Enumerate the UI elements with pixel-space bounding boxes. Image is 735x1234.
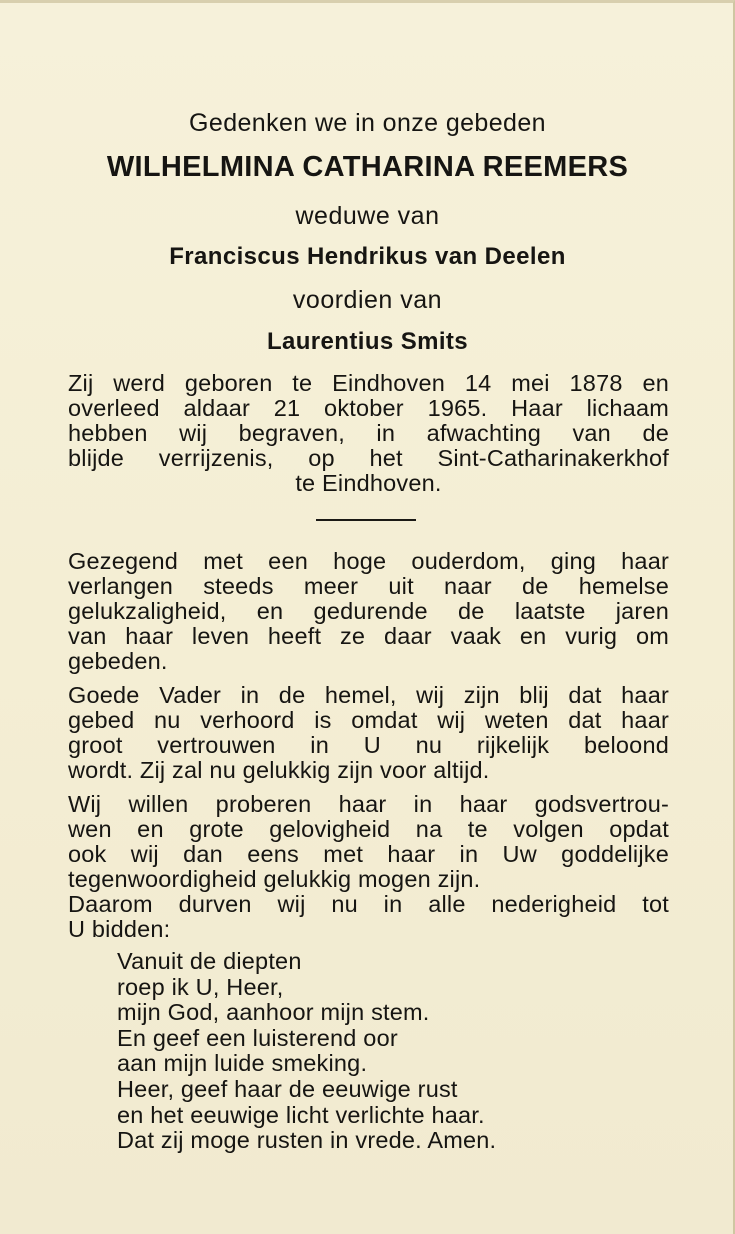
paragraph-line: Wij willen proberen haar in haar godsvertrou- (68, 791, 669, 817)
biography-line: Zij werd geboren te Eindhoven 14 mei 1878 en (68, 370, 669, 396)
prayer-text (117, 949, 496, 1154)
paragraph-line: verlangen steeds meer uit naar de hemelse (68, 573, 669, 599)
spouse-second-name: Laurentius Smits (266, 328, 469, 355)
prayer-line: roep ik U, Heer, (117, 973, 284, 1000)
biography-line: overleed aldaar 21 oktober 1965. Haar lichaam (68, 395, 669, 421)
paragraph-line: wen en grote gelovigheid na te volgen opdat (68, 816, 669, 842)
paragraph-line: ook wij dan eens met haar in Uw goddelijke (68, 841, 669, 867)
prayer-line: aan mijn luide smeking. (117, 1050, 368, 1077)
paragraph-line: gelukzaligheid, en gedurende de laatste jaren (68, 598, 669, 624)
paragraph-line: Daarom durven wij nu in alle nederigheid tot (68, 891, 669, 917)
paragraph-line: gebeden. (68, 648, 168, 674)
biography-paragraph (68, 371, 669, 496)
paragraph-line: groot vertrouwen in U nu rijkelijk beloond (68, 732, 669, 758)
biography-line: hebben wij begraven, in afwachting van de (68, 420, 669, 446)
widow-of-line: weduwe van (295, 202, 440, 230)
prayer-line: Vanuit de diepten (117, 948, 302, 974)
prayer-line: mijn God, aanhoor mijn stem. (117, 999, 430, 1026)
paragraph-line: van haar leven heeft ze daar vaak en vurig om (68, 623, 669, 649)
text-paragraph-1 (68, 549, 669, 674)
paragraph-line: U bidden: (68, 916, 171, 942)
prayer-line: En geef een luisterend oor (117, 1024, 398, 1051)
prayer-line: Heer, geef haar de eeuwige rust (117, 1075, 458, 1102)
paragraph-line: wordt. Zij zal nu gelukkig zijn voor altijd. (68, 757, 490, 783)
prayer-line: Dat zij moge rusten in vrede. Amen. (117, 1127, 497, 1154)
prayer-line: en het eeuwige licht verlichte haar. (117, 1101, 485, 1128)
deceased-name: WILHELMINA CATHARINA REEMERS (106, 151, 629, 183)
biography-line: te Eindhoven. (295, 470, 442, 496)
paragraph-line: gebed nu verhoord is omdat wij weten dat haar (68, 707, 669, 733)
text-paragraph-2 (68, 683, 669, 783)
paragraph-line: Gezegend met een hoge ouderdom, ging haar (68, 548, 669, 574)
spouse-first-name: Franciscus Hendrikus van Deelen (169, 243, 566, 270)
text-paragraph-3 (68, 792, 669, 942)
previously-of-line: voordien van (292, 286, 443, 314)
divider-line (316, 519, 416, 521)
paragraph-line: Goede Vader in de hemel, wij zijn blij dat haar (68, 682, 669, 708)
paragraph-line: tegenwoordigheid gelukkig mogen zijn. (68, 866, 481, 892)
intro-line: Gedenken we in onze gebeden (189, 109, 546, 137)
biography-line: blijde verrijzenis, op het Sint-Catharinakerkhof (68, 445, 669, 471)
